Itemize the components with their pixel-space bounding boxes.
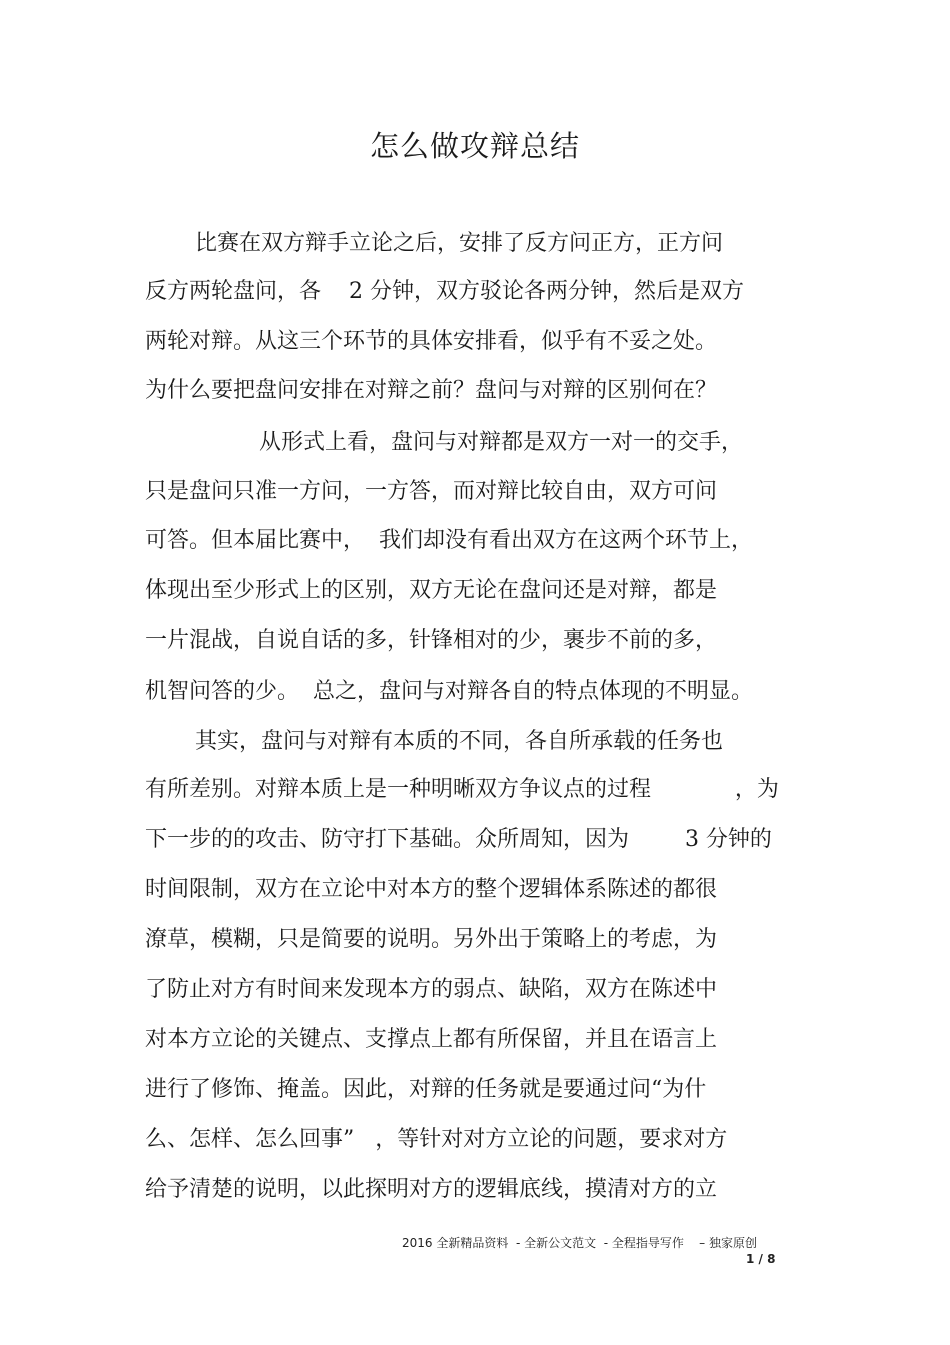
body-line: 从形式上看，盘问与对辩都是双方一对一的交手， — [259, 430, 744, 455]
body-line: 了防止对方有时间来发现本方的弱点、缺陷，双方在陈述中 — [145, 977, 718, 1002]
body-line: 有所差别。对辩本质上是一种明晰双方争议点的过程 ，为 — [145, 777, 779, 802]
body-line: 为什么要把盘问安排在对辩之前？盘问与对辩的区别何在？ — [145, 378, 718, 403]
body-line: 给予清楚的说明，以此探明对方的逻辑底线，摸清对方的立 — [145, 1177, 718, 1202]
body-line: 只是盘问只准一方问，一方答，而对辩比较自由，双方可问 — [145, 479, 718, 504]
footer-text: 2016 全新精品资料 - 全新公文范文 - 全程指导写作 – 独家原创 — [402, 1236, 757, 1250]
body-line: 比赛在双方辩手立论之后，安排了反方问正方，正方问 — [195, 231, 724, 256]
body-line: 下一步的的攻击、防守打下基础。众所周知，因为 3 分钟的 — [145, 827, 772, 852]
body-line: 么、怎样、怎么回事” ，等针对对方立论的问题，要求对方 — [145, 1127, 728, 1152]
body-line: 可答。但本届比赛中， 我们却没有看出双方在这两个环节上， — [145, 528, 753, 553]
body-line: 两轮对辩。从这三个环节的具体安排看，似乎有不妥之处。 — [145, 329, 718, 354]
body-line: 反方两轮盘问，各 2 分钟，双方驳论各两分钟，然后是双方 — [145, 279, 744, 304]
body-line: 体现出至少形式上的区别，双方无论在盘问还是对辩，都是 — [145, 578, 718, 603]
body-line: 对本方立论的关键点、支撑点上都有所保留，并且在语言上 — [145, 1027, 718, 1052]
page-number: 1 / 8 — [746, 1252, 776, 1266]
body-line: 机智问答的少。 总之，盘问与对辩各自的特点体现的不明显。 — [145, 679, 753, 704]
body-line: 进行了修饰、掩盖。因此，对辩的任务就是要通过问“为什 — [145, 1077, 707, 1102]
body-line: 一片混战，自说自话的多，针锋相对的少，裹步不前的多， — [145, 628, 718, 653]
document-title: 怎么做攻辩总结 — [369, 129, 580, 163]
body-line: 时间限制，双方在立论中对本方的整个逻辑体系陈述的都很 — [145, 877, 718, 902]
body-line: 潦草，模糊，只是简要的说明。另外出于策略上的考虑，为 — [145, 927, 718, 952]
body-line: 其实，盘问与对辩有本质的不同，各自所承载的任务也 — [195, 729, 724, 754]
